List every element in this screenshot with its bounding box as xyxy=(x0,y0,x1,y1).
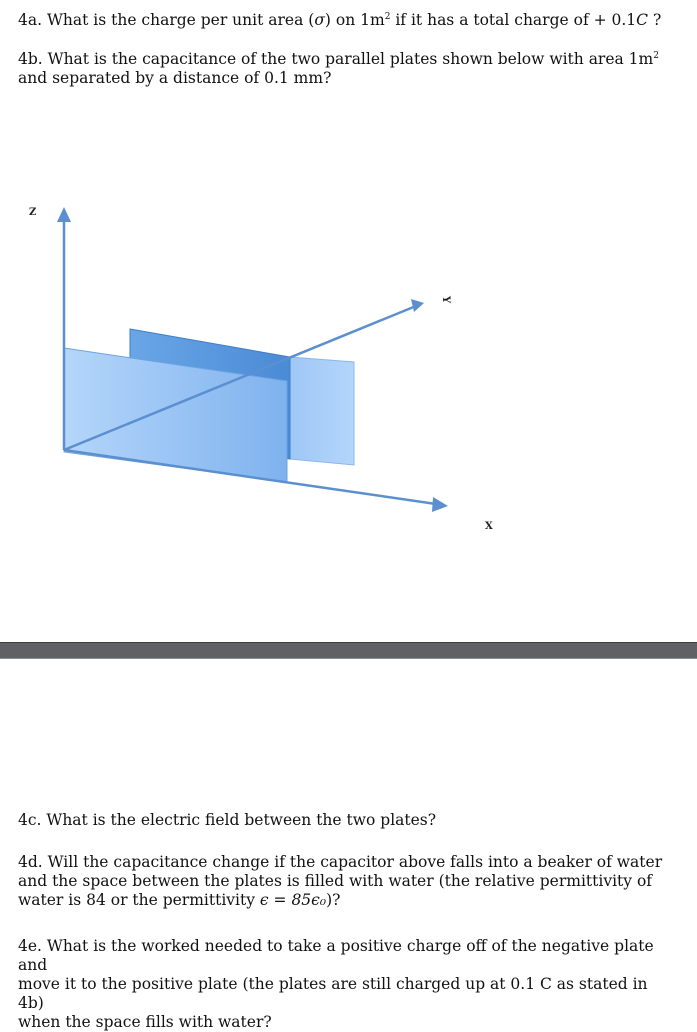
question-4d-line2: and the space between the plates is filled with water (the relative permittivity of xyxy=(18,872,653,890)
question-4a-text: 4a. What is the charge per unit area ( xyxy=(18,11,315,29)
question-4d-line1: 4d. Will the capacitance change if the capacitor above falls into a beaker of water xyxy=(18,853,663,871)
question-4e-line1: 4e. What is the worked needed to take a positive charge off of the negative plate and xyxy=(18,937,654,974)
parallel-plates-diagram xyxy=(0,190,697,550)
question-4c xyxy=(18,811,678,830)
z-axis-label: Z xyxy=(29,207,37,218)
sigma-symbol: σ xyxy=(314,11,325,29)
area-exponent: 2 xyxy=(384,11,391,22)
permittivity-expression: ϵ = 85ϵ₀ xyxy=(259,891,327,909)
y-axis-arrowhead xyxy=(411,299,424,312)
x-axis-label: X xyxy=(485,521,493,532)
question-4a-area: ) on 1m xyxy=(324,11,385,29)
question-4e-line3: when the space fills with water? xyxy=(18,1013,272,1031)
question-4d-end: )? xyxy=(326,891,341,909)
z-axis-arrowhead xyxy=(57,207,71,222)
question-4a-end: ? xyxy=(648,11,662,29)
question-4b xyxy=(18,50,678,88)
y-axis-label: Y xyxy=(440,296,451,304)
page-separator xyxy=(0,642,697,659)
question-4a-charge: if it has a total charge of + 0.1 xyxy=(390,11,637,29)
question-4a xyxy=(18,11,678,30)
coulomb-unit: C xyxy=(636,11,649,29)
question-4b-line2: and separated by a distance of 0.1 mm? xyxy=(18,69,332,87)
question-4b-line1: 4b. What is the capacitance of the two parallel plates shown below with area 1m xyxy=(18,50,654,68)
question-4d-line3: water is 84 or the permittivity xyxy=(18,891,260,909)
area-exponent: 2 xyxy=(653,50,659,61)
x-axis-arrowhead xyxy=(432,497,448,512)
question-4e xyxy=(18,937,678,1032)
question-4d xyxy=(18,853,678,910)
question-4e-line2: move it to the positive plate (the plates are still charged up at 0.1 C as stated in 4b) xyxy=(18,975,648,1012)
back-plate-right xyxy=(290,357,354,465)
question-4c-text: 4c. What is the electric field between the two plates? xyxy=(18,811,437,829)
